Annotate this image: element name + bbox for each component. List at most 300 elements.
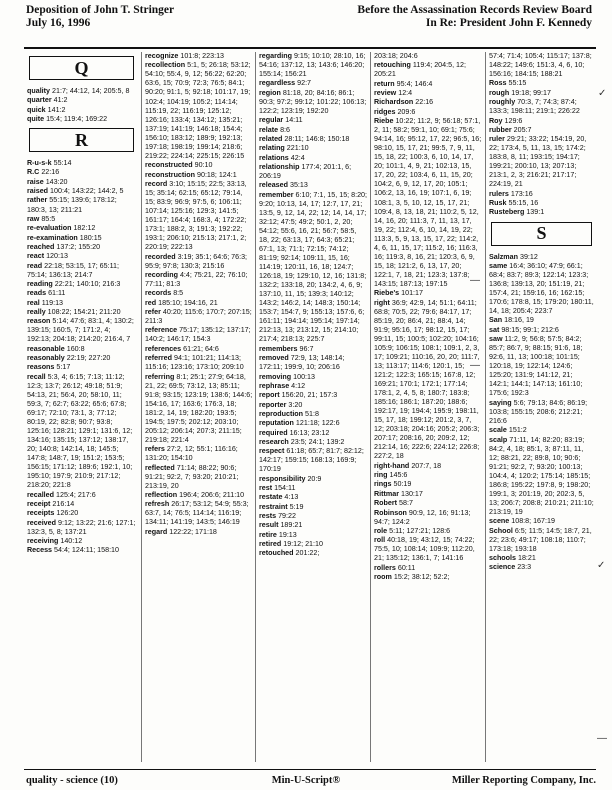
page-line-refs: 141:2 <box>47 105 66 114</box>
index-entry <box>27 373 136 491</box>
index-term: reflected <box>145 463 175 472</box>
index-term: recollection <box>145 61 186 70</box>
index-entry <box>145 271 253 289</box>
deposition-title: Deposition of John T. Stringer <box>26 4 175 16</box>
page-line-refs: 61:11 <box>48 289 66 298</box>
index-term: regardless <box>259 79 296 88</box>
index-term: removed <box>259 354 289 363</box>
index-entry <box>27 537 136 546</box>
page-line-refs: 15:4; 119:4; 169:22 <box>46 115 108 124</box>
letter-heading-r: R <box>29 128 134 152</box>
page-line-refs: 39:12 <box>519 252 538 261</box>
index-entry <box>489 554 594 563</box>
page-line-refs: 27:2, 12; 55:1; 116:16; 131:20; 154:10 <box>145 445 238 463</box>
index-term: remembers <box>259 344 298 353</box>
index-entry <box>27 234 136 243</box>
page-line-refs: 177:4; 201:1, 6; 206:19 <box>259 162 352 180</box>
page-line-refs: 189:21 <box>280 521 303 530</box>
index-term: raw <box>27 214 40 223</box>
index-entry <box>374 471 483 480</box>
index-entry <box>259 438 368 447</box>
index-term: relate <box>259 125 279 134</box>
page-line-refs: 121:18; 122:6 <box>295 419 340 428</box>
index-term: Rusk <box>489 199 507 208</box>
index-entry <box>145 299 253 308</box>
index-term: retire <box>259 530 277 539</box>
page-line-refs: 42:4 <box>290 153 305 162</box>
index-entry <box>27 187 136 196</box>
index-term: refers <box>145 445 165 454</box>
page-line-refs: 5:14; 47:6; 83:1, 4; 130:2; 139:15; 160:5, 7; 171:2, 4; 192:13; 204:18; 214:20; 216:4, 7 <box>27 317 134 344</box>
page-line-refs: 72:9, 13; 148:14; 172:11; 199:9, 10; 206:16 <box>259 354 345 372</box>
page-line-refs: 40:20; 115:6; 170:7; 207:15; 211:3 <box>145 307 252 326</box>
index-term: recording <box>145 270 178 279</box>
index-term: raised <box>27 187 49 196</box>
margin-check-mark: ✓ <box>597 560 606 571</box>
index-term: reasons <box>27 363 55 372</box>
index-term: reconstructed <box>145 161 193 170</box>
index-term: R.C <box>27 168 40 177</box>
margin-dash-mark: — <box>470 275 480 286</box>
index-entry <box>259 373 368 382</box>
index-entry <box>259 484 368 493</box>
deposition-header <box>26 4 174 30</box>
index-entry <box>259 447 368 474</box>
page-line-refs: 58:7 <box>399 499 413 508</box>
page-line-refs: 55:15, 16 <box>508 199 539 208</box>
page-line-refs: 50:19 <box>393 480 412 489</box>
page-line-refs: 101:8; 223:13 <box>180 52 225 60</box>
index-entry <box>489 52 594 79</box>
index-term: respect <box>259 447 285 456</box>
page-line-refs: 185:10; 194:16, 21 <box>158 298 218 307</box>
page-line-refs: 173:16 <box>510 189 533 198</box>
index-entry <box>27 106 136 115</box>
page-line-refs: 51:8 <box>305 409 319 418</box>
index-term: rollers <box>374 563 396 572</box>
index-entry <box>145 491 253 500</box>
index-term: quality <box>27 87 51 95</box>
index-term: retouching <box>374 61 411 70</box>
page-line-refs: 182:12 <box>73 224 96 233</box>
index-term: return <box>374 79 395 88</box>
index-term: received <box>27 518 56 527</box>
page-line-refs: 119:4; 204:5, 12; 205:21 <box>374 61 466 79</box>
page-line-refs: 71:11, 14; 82:20; 83:19; 84:2, 4, 18; 85:1, 3; 87:11, 11, 12; 88:21, 22; 89:8, 10; 90:6; 91:21; 92:2, 7; 93:20; 100:13; 104:4, 4; 120:2; 175:14; 185:15; 186:8; 195:22; 197:8, 9; 198:20; 199:1, 3; 201:19, 20; 202:3, 5, 13; 206:7; 208:8; 210:21; 211:10; 213:19, 19 <box>489 435 594 516</box>
index-entry <box>489 527 594 554</box>
index-entry <box>145 326 253 344</box>
page-line-refs: 90:10 <box>194 161 213 170</box>
page-line-refs: 5:1, 5; 26:18; 53:12; 54:10; 55:4, 9, 12; 56:22; 62:20; 63:6, 15; 70:9; 72:3; 76:5; 84:1; 90:20; 91:1, 5; 92:18; 101:17, 19; 102:4; 104:19; 105:2; 114:14; 115:19, 22; 116:19; 125:12; 126:16; 133:4; 134:12; 135:21; 137:19; 141:19; 146:18; 154:4; 156:10; 183:12; 189:9; 192:13; 197:18; 198:19; 199:14; 218:6; 219:22; 224:14; 225:15; 226:15 <box>145 61 251 160</box>
page-line-refs: 129:6 <box>504 116 523 125</box>
index-entry <box>145 289 253 298</box>
index-term: same <box>489 261 508 270</box>
index-entry <box>145 345 253 354</box>
index-entry <box>489 117 594 126</box>
page-line-refs: 22:18; 53:15, 17; 65:11; 75:14; 136:13; 214:7 <box>27 261 120 279</box>
index-term: red <box>145 298 157 307</box>
index-entry <box>27 224 136 233</box>
column-3-entries <box>259 52 368 558</box>
index-term: Robert <box>374 499 398 508</box>
index-entry <box>27 363 136 372</box>
index-term: retired <box>259 540 282 549</box>
index-column-3 <box>255 52 370 762</box>
index-term: room <box>374 573 392 582</box>
index-entry <box>27 196 136 214</box>
page-line-refs: 19:13 <box>278 530 297 539</box>
index-entry <box>27 308 136 317</box>
page-line-refs: 145:6 <box>389 471 408 480</box>
index-term: react <box>27 252 45 261</box>
index-entry <box>27 252 136 261</box>
index-entry <box>145 500 253 527</box>
page-line-refs: 11:2, 9; 56:8; 57:5; 84:2; 85:7; 86:7, 9; 88:15; 91:6, 18; 92:6, 11, 13; 100:18; 101:15; 120:18, 19; 122:14; 124:6; 125:20; 131:9; 141:12, 21; 142:1; 144:1; 147:13; 161:10; 175:6; 192:3 <box>489 335 583 398</box>
page-line-refs: 5:6; 79:13; 84:6; 86:19; 103:8; 155:15; 208:6; 212:21; 216:6 <box>489 398 588 425</box>
index-term: removing <box>259 372 292 381</box>
index-term: regular <box>259 116 284 125</box>
page-line-refs: 221:10 <box>286 144 309 153</box>
index-term: reached <box>27 242 55 251</box>
index-term: Riebe <box>374 117 394 126</box>
page-line-refs: 126:20 <box>56 509 79 518</box>
board-header <box>357 4 592 30</box>
index-entry <box>489 199 594 208</box>
index-entry <box>259 345 368 354</box>
index-entry <box>27 178 136 187</box>
index-entry <box>259 493 368 502</box>
page-line-refs: 6:5; 11:5; 14:5; 18:7, 21, 22; 23:6; 49:17; 108:18; 110:7; 173:18; 193:18 <box>489 526 592 553</box>
index-term: science <box>489 563 516 572</box>
index-term: really <box>27 307 46 316</box>
column-4-entries <box>374 52 483 582</box>
page-line-refs: 216:14 <box>52 500 75 509</box>
index-entry <box>489 426 594 435</box>
index-entry <box>27 354 136 363</box>
page-line-refs: 101:17 <box>401 289 423 298</box>
page-line-refs: 18:16, 19 <box>504 316 534 325</box>
page-line-refs: 92:7 <box>297 79 312 88</box>
page-line-refs: 54:4; 124:11; 158:10 <box>54 546 119 555</box>
index-entry <box>374 499 483 508</box>
index-entry <box>145 171 253 180</box>
page-line-refs: 125:4; 217:6 <box>56 490 96 499</box>
page-line-refs: 16:13; 23:12 <box>289 428 330 437</box>
footer-rule <box>24 769 596 770</box>
index-term: ridges <box>374 107 396 116</box>
index-entry <box>27 159 136 168</box>
index-entry <box>145 61 253 161</box>
index-entry <box>259 52 368 79</box>
page-line-refs: 4:13 <box>284 493 299 502</box>
page-line-refs: 205:7 <box>513 125 532 134</box>
index-entry <box>259 144 368 153</box>
index-term: quick <box>27 105 46 114</box>
letter-heading-s: S <box>491 222 592 246</box>
index-term: rubber <box>489 125 512 134</box>
index-entry <box>374 490 483 499</box>
index-term: Riebe's <box>374 289 400 298</box>
index-term: reading <box>27 279 53 288</box>
q-entries <box>27 87 136 124</box>
page-line-refs: 140:12 <box>60 537 83 546</box>
index-term: recalled <box>27 490 54 499</box>
index-term: reproduction <box>259 409 304 418</box>
index-entry <box>489 262 594 316</box>
header-rule <box>24 47 596 49</box>
index-term: roll <box>374 536 386 545</box>
index-entry <box>374 61 483 79</box>
page-line-refs: 151:2 <box>508 426 527 435</box>
index-term: scalp <box>489 435 508 444</box>
page-line-refs: 5:11; 127:21; 128:6 <box>389 526 451 535</box>
index-column-4 <box>370 52 485 762</box>
index-term: recognize <box>145 52 179 60</box>
index-term: reconstruction <box>145 170 195 179</box>
index-entry <box>489 208 594 217</box>
index-entry <box>489 253 594 262</box>
index-entry <box>27 519 136 537</box>
in-re-line: In Re: President John F. Kennedy <box>425 17 592 29</box>
page-line-refs: 96:7 <box>299 344 314 353</box>
page-line-refs: 70:3, 7; 74:3; 87:4; 133:3; 198:11; 219:1; 226:22 <box>489 98 580 116</box>
page-line-refs: 154:11 <box>274 484 296 493</box>
index-entry <box>259 154 368 163</box>
index-entry <box>27 215 136 224</box>
index-term: remember <box>259 190 294 199</box>
index-entry <box>489 126 594 135</box>
column-5-entries <box>489 52 594 218</box>
index-term: quarter <box>27 96 52 105</box>
index-entry <box>489 190 594 199</box>
index-term: restate <box>259 493 283 502</box>
index-column-1 <box>24 52 138 762</box>
page-line-refs: 137:2; 155:20 <box>56 242 101 251</box>
page-line-refs: 139:1 <box>526 208 545 217</box>
page-line-refs: 3:10; 15:15; 22:5; 33:13, 15; 35:14; 62:15; 65:12; 79:14, 15; 83:9; 96:9; 97:5, 6; 106:11; 107:14; 125:16; 129:3; 141:5; 161:17; 164:4; 168:3, 4; 172:22; 173:1; 188:2, 3; 191:3; 192:22; 193:1; 206:10; 215:13; 217:1, 2; 220:19; 222:13 <box>145 179 247 252</box>
index-entry <box>259 382 368 391</box>
index-entry <box>259 531 368 540</box>
index-entry <box>145 180 253 252</box>
index-entry <box>27 96 136 105</box>
page-line-refs: 19:12; 21:10 <box>283 540 323 549</box>
margin-dash-mark: — <box>470 360 480 371</box>
page-line-refs: 100:13 <box>293 372 315 381</box>
page-line-refs: 9:15; 10:10; 28:10, 16; 54:16; 137:12, 13; 143:6; 146:20; 155:14; 156:21 <box>259 52 366 79</box>
index-term: references <box>145 344 182 353</box>
index-term: right <box>374 298 390 307</box>
index-term: receipt <box>27 500 51 509</box>
page-line-refs: 94:1; 101:21; 114:13; 115:16; 123:16; 173:10; 209:10 <box>145 354 244 372</box>
index-term: relationship <box>259 162 300 171</box>
index-entry <box>374 108 483 117</box>
index-term: reporter <box>259 400 287 409</box>
index-term: report <box>259 391 280 400</box>
index-term: reason <box>27 317 51 326</box>
page-line-refs: 201:22; <box>295 549 320 558</box>
page-line-refs: 61:18; 65:7; 81:7; 82:12; 142:17; 159:15; 168:13; 169:9; 170:19 <box>259 447 364 474</box>
index-entry <box>374 80 483 89</box>
index-term: reflection <box>145 491 178 499</box>
index-entry <box>489 517 594 526</box>
index-entry <box>27 243 136 252</box>
index-term: referring <box>145 372 175 381</box>
page-line-refs: 55:15; 139:6; 178:12; 180:3, 13; 211:21 <box>27 196 117 214</box>
index-entry <box>374 462 483 471</box>
index-term: recall <box>27 372 46 381</box>
page-line-refs: 8:1; 25:1; 27:9; 64:18, 21, 22; 69:5; 73:12, 13; 85:11; 91:8; 93:15; 123:19; 138:6; 144:6; 154:16, 17; 163:6; 176:3, 18; 181:2, 14, 19; 182:20; 193:5; 194:5; 197:5; 202:12; 203:10; 205:12; 206:14; 207:3; 211:15; 219:18; 221:4 <box>145 372 253 444</box>
r-entries <box>27 159 136 555</box>
index-term: School <box>489 526 513 535</box>
page-line-refs: 120:13 <box>46 252 68 261</box>
index-term: record <box>145 179 168 188</box>
page-line-refs: 98:15; 99:1; 212:6 <box>501 325 559 334</box>
index-entry <box>145 354 253 372</box>
index-entry <box>374 289 483 298</box>
page-line-refs: 36:9; 42:9, 14; 51:1; 64:11; 68:8; 70:5, 22; 79:6; 84:17, 17; 85:19, 20; 86:4, 21; 88:4, 14; 91:9; 95:16, 17; 98:12, 15, 17; 99:11, 15; 100:5; 102:20; 104:16; 105:9; 106:15; 108:1; 109:1, 2, 3, 17; 109:21; 110:16, 20, 20; 111:7, 13; 113:17; 114:6; 120:1, 15; 121:2; 122:3; 165:15; 167:8, 12; 169:21; 170:1; 172:1; 177:14; 178:1, 2, 4, 5, 8; 180:7; 183:8; 185:16; 186:1; 187:20; 188:6; 192:17, 19; 194:4; 195:9; 198:11, 15, 17, 18; 199:12; 201:2, 3, 7, 12; 203:18; 204:16; 205:2; 206:3; 207:17; 208:16, 20; 209:2, 12; 212:14, 16; 222:6; 224:12; 226:8; 227:2, 18 <box>374 298 480 461</box>
index-entry <box>145 52 253 61</box>
index-term: rest <box>259 484 273 493</box>
index-term: receipts <box>27 509 55 518</box>
page-line-refs: 119:13 <box>41 298 64 307</box>
index-entry <box>374 299 483 462</box>
index-term: schools <box>489 554 516 563</box>
index-entry <box>489 79 594 88</box>
page-line-refs: 100:4; 143:22; 144:2, 5 <box>50 187 124 196</box>
page-line-refs: 209:6 <box>397 107 416 116</box>
page-line-refs: 9:12; 13:22; 21:6; 127:1; 132:3, 5, 8; 137:21 <box>27 518 136 536</box>
page-line-refs: 180:15 <box>79 233 102 242</box>
index-entry <box>489 316 594 325</box>
page-line-refs: 207:7, 18 <box>411 461 442 470</box>
index-entry <box>259 410 368 419</box>
index-entry <box>489 98 594 116</box>
index-entry <box>259 391 368 400</box>
page-line-refs: 75:17; 135:12; 137:17; 140:2; 146:17; 154:3 <box>145 326 251 344</box>
index-term: Ross <box>489 79 507 88</box>
page-line-refs: 23:5; 24:1; 139:2 <box>290 437 345 446</box>
index-entry <box>145 253 253 271</box>
index-entry <box>145 445 253 463</box>
page-line-refs: 21:7; 44:12, 14; 205:5, 8 <box>52 87 130 95</box>
index-column-5 <box>485 52 596 762</box>
page-line-refs: 122:22; 171:18 <box>169 527 217 536</box>
page-line-refs: 18:21 <box>517 554 536 563</box>
index-term: rather <box>27 196 48 205</box>
page-line-refs: 60:11 <box>397 563 416 572</box>
index-entry <box>259 503 368 512</box>
index-entry <box>259 354 368 372</box>
page-line-refs: 143:20 <box>45 177 68 186</box>
index-term: scene <box>489 517 510 526</box>
index-entry <box>27 345 136 354</box>
index-term: receiving <box>27 537 59 546</box>
page-range-label: quality - science (10) <box>26 775 118 786</box>
page-line-refs: 20:9 <box>307 474 322 483</box>
index-term: records <box>145 289 172 298</box>
index-entry <box>259 126 368 135</box>
deposition-date: July 16, 1996 <box>26 17 91 29</box>
index-term: released <box>259 181 288 190</box>
index-entry <box>259 79 368 88</box>
index-entry <box>259 181 368 190</box>
index-term: raise <box>27 177 44 186</box>
page-line-refs: 203:18; 204:6 <box>374 52 418 60</box>
index-term: retouched <box>259 549 294 558</box>
index-term: rulers <box>489 189 509 198</box>
index-term: Salzman <box>489 252 518 261</box>
page-line-refs: 41:2 <box>53 96 68 105</box>
index-term: required <box>259 428 288 437</box>
page-line-refs: 90:9, 12, 16; 91:13; 94:7; 124:2 <box>374 508 471 526</box>
index-entry <box>259 89 368 116</box>
index-term: result <box>259 521 279 530</box>
index-term: rephrase <box>259 381 290 390</box>
index-entry <box>259 549 368 558</box>
index-entry <box>489 563 594 572</box>
index-term: rough <box>489 88 510 97</box>
margin-dash-mark: — <box>597 733 607 744</box>
index-term: recorded <box>145 252 176 261</box>
index-term: ruler <box>489 135 505 144</box>
index-term: real <box>27 298 40 307</box>
index-entry <box>489 89 594 98</box>
index-entry <box>145 373 253 445</box>
page-line-refs: 22:19; 227:20 <box>66 354 111 363</box>
index-entry <box>145 161 253 170</box>
index-term: reasonably <box>27 354 65 363</box>
index-entry <box>27 280 136 289</box>
index-term: relating <box>259 144 285 153</box>
index-term: Roy <box>489 116 503 125</box>
page-line-refs: 85:5 <box>41 214 56 223</box>
index-entry <box>259 429 368 438</box>
index-column-2 <box>141 52 255 762</box>
column-2-entries <box>145 52 253 537</box>
index-entry <box>27 500 136 509</box>
index-term: reads <box>27 289 47 298</box>
index-entry <box>374 527 483 536</box>
index-entry <box>259 191 368 345</box>
index-entry <box>27 115 136 124</box>
index-entry <box>489 335 594 398</box>
index-entry <box>259 401 368 410</box>
index-entry <box>259 116 368 125</box>
index-entry <box>374 509 483 527</box>
page-line-refs: 22:16 <box>415 98 434 107</box>
page-line-refs: 26:17; 53:12; 54:9; 55:3; 63:7, 14; 76:5; 114:14; 116:19; 134:11; 141:19; 143:5; 146:19 <box>145 500 249 527</box>
index-entry <box>27 168 136 177</box>
page-line-refs: 156:20, 21; 157:3 <box>281 391 338 400</box>
index-entry <box>27 299 136 308</box>
board-title: Before the Assassination Records Review Board <box>357 4 592 16</box>
page-line-refs: 5:17 <box>56 363 71 372</box>
index-entry <box>489 326 594 335</box>
page-line-refs: 35:13 <box>289 181 308 190</box>
index-term: read <box>27 261 43 270</box>
index-term: ring <box>374 471 388 480</box>
reporting-company-label: Miller Reporting Company, Inc. <box>451 775 596 786</box>
index-term: rings <box>374 480 392 489</box>
page-line-refs: 29:21; 33:22; 154:19, 20, 22; 173:4, 5, 11, 13, 15; 174:2; 183:8, 8, 11; 193:15; 194:17; 199:21; 200:10, 13; 207:13; 213:1, 2, 3; 216:21; 217:17; 224:19, 21 <box>489 135 587 189</box>
page-line-refs: 10:22; 11:2, 9; 56:18; 57:1, 2, 11; 58:2; 59:1, 10; 69:1; 75:6; 94:14, 16; 95:12, 17, 22; 96:5, 16; 98:10, 15, 17, 21; 99:5, 7, 9, 11, 15, 18, 22; 100:3, 6, 10, 14, 17, 20; 101:1, 4, 9, 21; 102:13, 15, 17, 20, 22; 103:4, 6, 11, 15, 20; 104:2, 6, 9, 12, 17, 20; 105:1; 106:2, 13, 16, 19; 107:1, 6, 19; 108:1, 3, 5, 10, 12, 15, 17, 21; 109:4, 8, 13, 18, 21; 110:2, 5, 12, 14, 16, 20; 111:3, 7, 11, 13, 17, 19, 22; 112:4, 6, 10, 14, 19, 22; 113:3, 5, 9, 13, 15, 17, 22; 114:2, 4, 6, 11, 15, 17; 115:2, 16; 116:3, 16; 119:3, 8, 16, 21; 120:3, 6, 9, 15, 18; 121:2, 6, 13, 17, 20; 122:1, 7, 18, 21; 123:3; 137:8; 143:15; 187:13; 197:15 <box>374 117 482 288</box>
index-entry <box>259 521 368 530</box>
page-line-refs: 6:10; 7:1, 15, 15; 8:20; 9:20; 10:13, 14, 17; 12:7, 17, 21; 13:5, 9, 12, 14, 22; 12; 14, 14, 17; 32:12; 47:5; 49:2; 50:1, 2, 20; 54:12; 55:6, 16, 21; 56:7; 58:5, 18, 22; 63:13, 17; 64:3; 65:21; 67:1, 13; 71:1; 72:15; 74:12; 81:19; 92:14; 109:11, 15, 16; 114:19; 120:11, 16, 18; 124:7; 126:18, 19; 129:10, 12, 16; 131:8; 132:2; 133:18, 20; 134:2, 4, 6, 9; 137:10, 11, 15; 139:3; 140:12; 143:2; 146:2, 14; 148:3; 150:14; 153:7; 154:7, 9; 155:13; 157:6, 6; 161:11; 194:14; 195:14; 197:14; 212:13, 13; 213:12, 15; 214:10; 217:4; 218:13; 225:7 <box>259 190 368 344</box>
index-entry <box>27 317 136 344</box>
index-term: sat <box>489 325 500 334</box>
page-line-refs: 90:18; 124:1 <box>197 170 237 179</box>
page-line-refs: 22:16 <box>41 168 60 177</box>
